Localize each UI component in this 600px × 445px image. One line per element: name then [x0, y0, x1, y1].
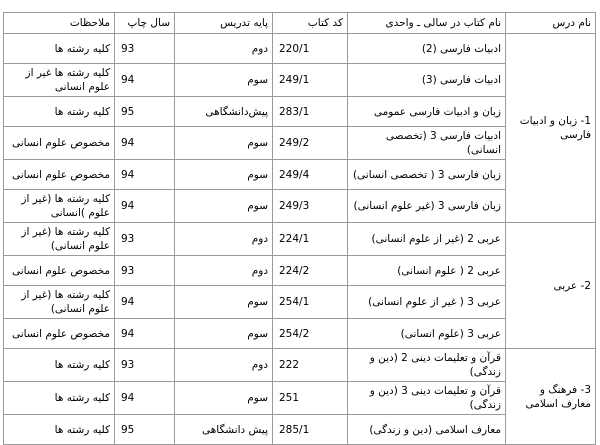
book-name-cell: عربی 2 ( علوم انسانی) — [348, 256, 506, 286]
print-year-cell: 94 — [115, 190, 175, 223]
table-row — [4, 349, 596, 382]
book-code-cell: 249/2 — [273, 127, 348, 160]
book-name-cell: زبان فارسی 3 (غیر علوم انسانی) — [348, 190, 506, 223]
book-code-cell: 224/1 — [273, 223, 348, 256]
print-year-cell: 93 — [115, 223, 175, 256]
grade-cell: سوم — [175, 127, 273, 160]
notes-cell: کلیه رشته ها — [4, 415, 115, 445]
book-name-cell: عربی 3 ( غیر از علوم انسانی) — [348, 286, 506, 319]
grade-cell: سوم — [175, 286, 273, 319]
book-name-cell: معارف اسلامی (دین و زندگی) — [348, 415, 506, 445]
notes-cell: کلیه رشته ها غیر از علوم انسانی — [4, 64, 115, 97]
header-subject: نام درس — [506, 13, 596, 34]
book-name-cell: عربی 3 (علوم انسانی) — [348, 319, 506, 349]
notes-cell: کلیه رشته ها — [4, 382, 115, 415]
notes-cell: کلیه رشته ها (غیر از علوم انسانی) — [4, 223, 115, 256]
grade-cell: سوم — [175, 160, 273, 190]
book-name-cell: قرآن و تعلیمات دینی 2 (دین و زندگی) — [348, 349, 506, 382]
notes-cell: مخصوص علوم انسانی — [4, 127, 115, 160]
table-row — [4, 34, 596, 64]
book-code-cell: 222 — [273, 349, 348, 382]
subject-cell: 2- عربی — [506, 223, 596, 349]
notes-cell: کلیه رشته ها — [4, 97, 115, 127]
notes-cell: کلیه رشته ها — [4, 349, 115, 382]
book-code-cell: 220/1 — [273, 34, 348, 64]
book-name-cell: ادبیات فارسی 3 (تخصصی انسانی) — [348, 127, 506, 160]
notes-cell: کلیه رشته ها (غیر از علوم انسانی) — [4, 286, 115, 319]
book-code-cell: 249/1 — [273, 64, 348, 97]
grade-cell: سوم — [175, 64, 273, 97]
notes-cell: مخصوص علوم انسانی — [4, 160, 115, 190]
header-print-year: سال چاپ — [115, 13, 175, 34]
table-row — [4, 223, 596, 256]
notes-cell: کلیه رشته ها (غیر از علوم )انسانی — [4, 190, 115, 223]
grade-cell: پیش دانشگاهی — [175, 415, 273, 445]
print-year-cell: 93 — [115, 256, 175, 286]
header-book-name: نام کتاب در سالی ـ واحدی — [348, 13, 506, 34]
book-code-cell: 283/1 — [273, 97, 348, 127]
book-code-cell: 254/2 — [273, 319, 348, 349]
book-name-cell: زبان فارسی 3 ( تخصصی انسانی) — [348, 160, 506, 190]
grade-cell: سوم — [175, 190, 273, 223]
book-code-cell: 249/4 — [273, 160, 348, 190]
subject-cell: 1- زبان و ادبیات فارسی — [506, 34, 596, 223]
header-notes: ملاحظات — [4, 13, 115, 34]
header-grade: پایه تدریس — [175, 13, 273, 34]
book-name-cell: زبان و ادبیات فارسی عمومی — [348, 97, 506, 127]
book-code-cell: 224/2 — [273, 256, 348, 286]
print-year-cell: 94 — [115, 286, 175, 319]
notes-cell: مخصوص علوم انسانی — [4, 256, 115, 286]
print-year-cell: 94 — [115, 382, 175, 415]
grade-cell: دوم — [175, 349, 273, 382]
print-year-cell: 93 — [115, 34, 175, 64]
book-code-cell: 251 — [273, 382, 348, 415]
book-code-cell: 249/3 — [273, 190, 348, 223]
book-code-cell: 254/1 — [273, 286, 348, 319]
header-book-code: کد کتاب — [273, 13, 348, 34]
book-name-cell: ادبیات فارسی (3) — [348, 64, 506, 97]
grade-cell: دوم — [175, 34, 273, 64]
book-name-cell: قرآن و تعلیمات دینی 3 (دین و زندگی) — [348, 382, 506, 415]
notes-cell: مخصوص علوم انسانی — [4, 319, 115, 349]
table-header-row — [4, 13, 596, 34]
notes-cell: کلیه رشته ها — [4, 34, 115, 64]
grade-cell: سوم — [175, 382, 273, 415]
grade-cell: دوم — [175, 256, 273, 286]
grade-cell: پیش‌دانشگاهی — [175, 97, 273, 127]
grade-cell: دوم — [175, 223, 273, 256]
book-code-cell: 285/1 — [273, 415, 348, 445]
print-year-cell: 95 — [115, 415, 175, 445]
print-year-cell: 94 — [115, 319, 175, 349]
grade-cell: سوم — [175, 319, 273, 349]
book-name-cell: عربی 2 (غیر از علوم انسانی) — [348, 223, 506, 256]
print-year-cell: 94 — [115, 64, 175, 97]
book-name-cell: ادبیات فارسی (2) — [348, 34, 506, 64]
textbook-table — [3, 12, 596, 445]
subject-cell: 3- فرهنگ و معارف اسلامی — [506, 349, 596, 445]
print-year-cell: 93 — [115, 349, 175, 382]
print-year-cell: 94 — [115, 127, 175, 160]
print-year-cell: 94 — [115, 160, 175, 190]
print-year-cell: 95 — [115, 97, 175, 127]
